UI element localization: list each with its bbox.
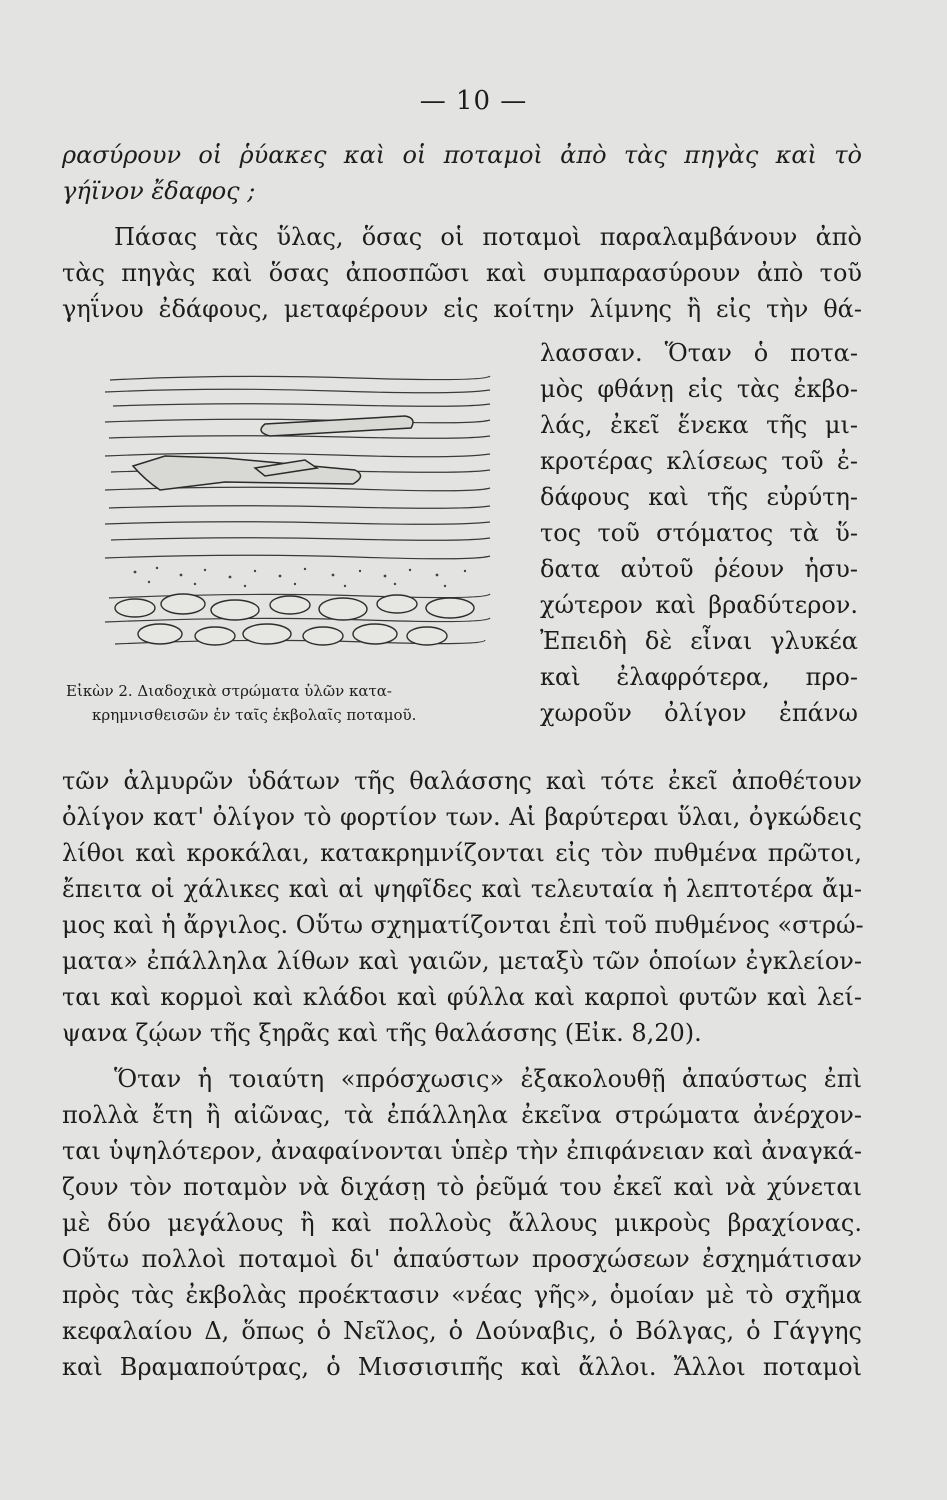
text-line: μος καὶ ἡ ἄργιλος. Οὕτω σχηματίζονται ἐπὶ τοῦ πυθμένος «στρώ-	[62, 911, 864, 939]
paragraph-start-line: Ὅταν ἡ τοιαύτη «πρόσχωσις» ἐξακολουθῇ ἀπαύστως ἐπὶ	[114, 1065, 862, 1093]
page-number: — 10 —	[419, 86, 528, 116]
text-line: κροτέρας κλίσεως τοῦ ἐ-	[540, 447, 858, 475]
text-line: ρασύρουν οἱ ῥύακες καὶ οἱ ποταμοὶ ἀπὸ τὰς πηγὰς καὶ τὸ	[62, 141, 862, 169]
strata-illustration	[105, 372, 495, 672]
paragraph-end-line: ψανα ζῴων τῆς ξηρᾶς καὶ τῆς θαλάσσης (Εἰκ. 8,20).	[62, 1019, 702, 1047]
text-line: πολλὰ ἔτη ἢ αἰῶνας, τὰ ἐπάλληλα ἐκεῖνα στρώματα ἀνέρχον-	[62, 1101, 862, 1129]
text-line: τος τοῦ στόματος τὰ ὕ-	[540, 519, 858, 547]
text-line: λάς, ἐκεῖ ἕνεκα τῆς μι-	[540, 411, 858, 439]
text-line: κεφαλαίου Δ, ὅπως ὁ Νεῖλος, ὁ Δούναβις, ὁ Βόλγας, ὁ Γάγγης	[62, 1317, 862, 1345]
paragraph-start-line: Πάσας τὰς ὕλας, ὅσας οἱ ποταμοὶ παραλαμβάνουν ἀπὸ	[114, 223, 862, 251]
text-line: χωροῦν ὀλίγον ἐπάνω	[540, 699, 858, 727]
text-line: ὀλίγον κατ' ὀλίγον τὸ φορτίον των. Αἱ βαρύτεραι ὕλαι, ὀγκώδεις	[62, 803, 862, 831]
text-line: ται καὶ κορμοὶ καὶ κλάδοι καὶ φύλλα καὶ καρποὶ φυτῶν καὶ λεί-	[62, 983, 862, 1011]
text-line: ται ὑψηλότερον, ἀναφαίνονται ὑπὲρ τὴν ἐπιφάνειαν καὶ ἀναγκά-	[62, 1137, 862, 1165]
text-line: μὸς φθάνῃ εἰς τὰς ἐκβο-	[540, 375, 858, 403]
text-line: ζουν τὸν ποταμὸν νὰ διχάσῃ τὸ ῥεῦμά του ἐκεῖ καὶ νὰ χύνεται	[62, 1173, 862, 1201]
text-line: γήϊνον ἔδαφος ;	[62, 177, 256, 205]
text-line: λίθοι καὶ κροκάλαι, κατακρημνίζονται εἰς τὸν πυθμένα πρῶτοι,	[62, 839, 862, 867]
text-line: ματα» ἐπάλληλα λίθων καὶ γαιῶν, μεταξὺ τῶν ὁποίων ἐγκλείον-	[62, 947, 862, 975]
figure-caption: Εἰκὼν 2. Διαδοχικὰ στρώματα ὑλῶν κατα-	[66, 682, 392, 700]
text-line: καὶ Βραμαπούτρας, ὁ Μισσισιπῆς καὶ ἄλλοι. Ἄλλοι ποταμοὶ	[62, 1353, 862, 1381]
text-line: γηΐνου ἐδάφους, μεταφέρουν εἰς κοίτην λίμνης ἢ εἰς τὴν θά-	[62, 295, 862, 323]
text-line: πρὸς τὰς ἐκβολὰς προέκτασιν «νέας γῆς», ὁμοίαν μὲ τὸ σχῆμα	[62, 1281, 862, 1309]
text-line: χώτερον καὶ βραδύτερον.	[540, 591, 858, 619]
text-line: Ἐπειδὴ δὲ εἶναι γλυκέα	[540, 627, 858, 655]
text-line: δάφους καὶ τῆς εὐρύτη-	[540, 483, 858, 511]
figure-caption-continued: κρημνισθεισῶν ἐν ταῖς ἐκβολαῖς ποταμοῦ.	[92, 706, 417, 724]
text-line: τῶν ἁλμυρῶν ὑδάτων τῆς θαλάσσης καὶ τότε ἐκεῖ ἀποθέτουν	[62, 767, 862, 795]
text-line: μὲ δύο μεγάλους ἢ καὶ πολλοὺς ἄλλους μικροὺς βραχίονας.	[62, 1209, 862, 1237]
text-line: δατα αὐτοῦ ῥέουν ἡσυ-	[540, 555, 858, 583]
text-line: τὰς πηγὰς καὶ ὅσας ἀποσπῶσι καὶ συμπαρασύρουν ἀπὸ τοῦ	[62, 259, 862, 287]
text-line: λασσαν. Ὅταν ὁ ποτα-	[540, 339, 858, 367]
text-line: ἔπειτα οἱ χάλικες καὶ αἱ ψηφῖδες καὶ τελευταία ἡ λεπτοτέρα ἄμ-	[62, 875, 862, 903]
text-line: καὶ ἐλαφρότερα, προ-	[540, 663, 858, 691]
text-line: Οὕτω πολλοὶ ποταμοὶ δι' ἀπαύστων προσχώσεων ἐσχημάτισαν	[62, 1245, 862, 1273]
